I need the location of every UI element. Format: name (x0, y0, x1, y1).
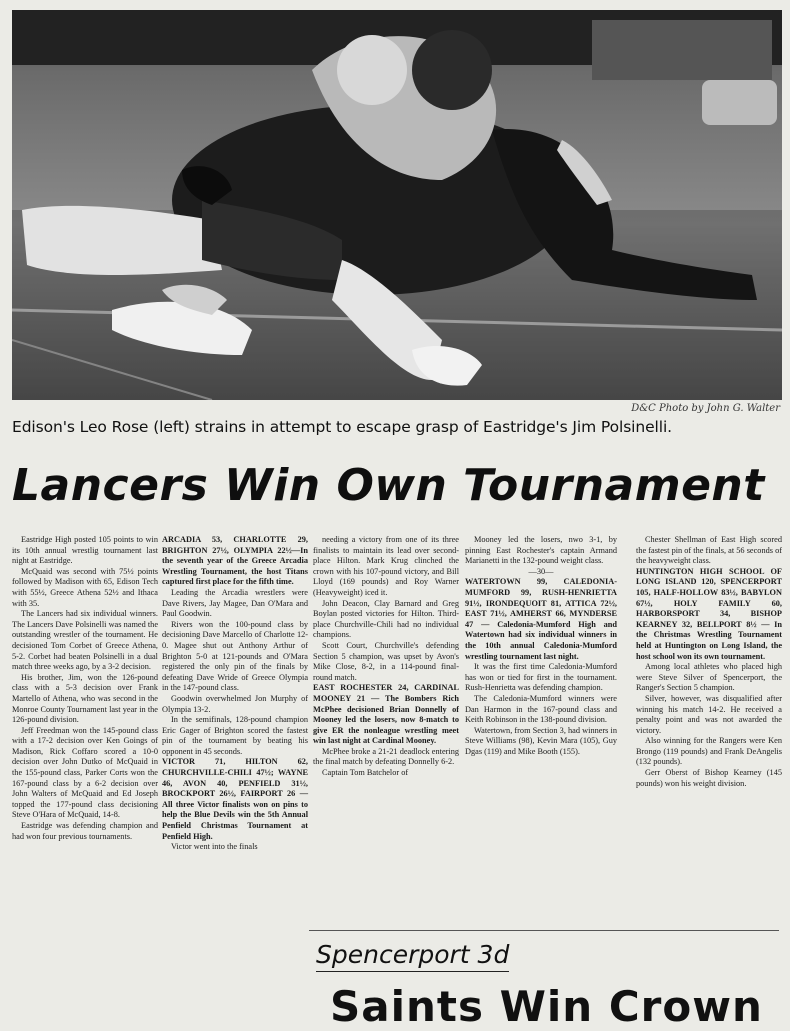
paragraph: HUNTINGTON HIGH SCHOOL OF LONG ISLAND 120, SPENCERPORT 105, HALF-HOLLOW 83½, BABYLON 67½, HOLY FAMILY 60, HARBORSPORT 34, BISHOP KEARNEY 32, BELLPORT 8½ — In the Christmas Wrestling Tournament held at Huntington on Long Island, the host school won its own tournament. (636, 566, 782, 661)
paragraph: Eastridge was defending champion and had won four previous tournaments. (12, 821, 158, 841)
paragraph: Mooney led the losers, nwo 3-1, by pinning East Rochester's captain Armand Marianetti in the 132-pound weight class. (465, 535, 617, 566)
paragraph: Eastridge High posted 105 points to win its 10th annual wrestlig tournament last night at Eastridge. (12, 535, 158, 566)
paragraph: McPhee broke a 21-21 deadlock entering the final match by defeating Donnelly 6-2. (313, 746, 459, 767)
photo-credit: D&C Photo by John G. Walter (631, 403, 780, 414)
section-divider (309, 930, 779, 931)
paragraph: Rivers won the 100-pound class by decisioning Dave Marcello of Charlotte 12-0. Magee shut out Anthony Arthur of Brighton 5-0 at 121-pounds and O'Mara registered the only pin of the finals by defeating Dave Wride of Greece Olympia in the 147-pound class. (162, 619, 308, 693)
wrestling-photo (12, 10, 782, 400)
paragraph: Also winning for the Rangers were Ken Brongo (119 pounds) and Frank DeAngelis (132 pounds). (636, 736, 782, 767)
paragraph: John Deacon, Clay Barnard and Greg Boylan posted victories for Hilton. Third-place Churchville-Chili had no individual champions. (313, 598, 459, 640)
paragraph: The Lancers had six individual winners. The Lancers Dave Polsinelli was named the outstanding wrestler of the tournament. He decisioned Tom Corbet of Greece Athena, 5-2. Corbet had beaten Polsinelli in a dual match three weeks ago, by a 3-2 decision. (12, 609, 158, 672)
second-headline: Saints Win Crown (330, 982, 763, 1031)
paragraph: Goodwin overwhelmed Jon Murphy of Olympia 13-2. (162, 693, 308, 714)
paragraph: Among local athletes who placed high were Steve Silver of Spencerport, the Ranger's Section 5 champion. (636, 662, 782, 693)
paragraph: needing a victory from one of its three finalists to maintain its lead over second-place Hilton. Mark Krug clinched the crown with his 107-pound victory, and Bill Lloyd (169 pounds) and Roy Warner (Heavyweight) iced it. (313, 535, 459, 597)
paragraph: It was the first time Caledonia-Mumford has won or tied for first in the tournament. Rush-Henrietta was defending champion. (465, 662, 617, 693)
paragraph: Jeff Freedman won the 145-pound class with a 17-2 decision over Ken Goings of Madison, Rick Coffaro scored a 10-0 decision over John Dutko of McQuaid in the 155-pound class, Parker Corts won the 167-pound class by a 6-2 decision over John Walters of McQuaid and Ed Joseph topped the 177-pound class decisioning Steve O'Hara of McQuaid, 14-8. (12, 725, 158, 820)
paragraph: Scott Court, Churchville's defending Section 5 champion, was upset by Avon's Mike Close, 8-2, in a 114-pound final-round match. (313, 640, 459, 682)
article-column-5 (636, 535, 782, 789)
article-column-3 (313, 535, 459, 930)
article-column-2 (162, 535, 308, 853)
paragraph: Victor went into the finals (171, 842, 258, 852)
paragraph: EAST ROCHESTER 24, CARDINAL MOONEY 21 — The Bombers Rich McPhee decisioned Brian Donnelly of Mooney led the losers, now 8-match to give ER the nonleague wrestling meet win last night at Cardinal Mooney. (313, 683, 459, 746)
paragraph: His brother, Jim, won the 126-pound class with a 5-3 decision over Frank Martello of Athena, who was second in the Monroe County Tournament last year in the 126-pound division. (12, 672, 158, 725)
paragraph: Silver, however, was disqualified after winning his match 14-2. He received a penalty point and was not awarded the victory. (636, 693, 782, 735)
paragraph: Chester Shellman of East High scored the fastest pin of the finals, at 56 seconds of the heavyweight class. (636, 535, 782, 566)
subhead: Spencerport 3d (316, 940, 509, 972)
paragraph: ARCADIA 53, CHARLOTTE 29, BRIGHTON 27½, OLYMPIA 22½—In the seventh year of the Greece Arcadia Wrestling Tournament, the host Titans captured first place for the fifth time. (162, 535, 308, 587)
paragraph: WATERTOWN 99, CALEDONIA-MUMFORD 99, RUSH-HENRIETTA 91½, IRONDEQUOIT 81, ATTICA 72½, EAST 71½, AMHERST 66, MYNDERSE 47 — Caledonia-Mumford High and Watertown had six individual winners in the 10th annual Caledonia-Mumford wrestling tournament last night. (465, 577, 617, 661)
article-column-1 (12, 535, 158, 842)
paragraph: McQuaid was second with 75½ points followed by Madison with 65, Edison Tech with 55½, Greece Athena 52½ and Ithaca with 35. (12, 566, 158, 608)
paragraph: Gerr Oberst of Bishop Kearney (145 pounds) won his weight division. (636, 768, 782, 788)
headline: Lancers Win Own Tournament (12, 460, 765, 511)
paragraph: The Caledonia-Mumford winners were Dan Harmon in the 167-pound class and Keith Robinson in the 138-pound division. (465, 693, 617, 725)
paragraph: In the semifinals, 128-pound champion Eric Gager of Brighton scored the fastest pin of the tournament by beating his opponent in 45 seconds. (162, 715, 308, 756)
paragraph: Captain Tom Batchelor of (322, 768, 409, 778)
paragraph: —30— (528, 566, 554, 576)
paragraph: Watertown, from Section 3, had winners in Steve Williams (98), Kevin Mara (105), Guy Dgas (119) and Mike Booth (155). (465, 725, 617, 756)
paragraph: VICTOR 71, HILTON 62, CHURCHVILLE-CHILI 47½; WAYNE 46, AVON 40, PENFIELD 31½, BROCKPORT 26½, FAIRPORT 26 — All three Victor finalists won on pins to help the Blue Devils win the 5th Annual Penfield Christmas Tournament at Penfield High. (162, 757, 308, 841)
article-column-4 (465, 535, 617, 757)
photo-caption: Edison's Leo Rose (left) strains in attempt to escape grasp of Eastridge's Jim Polsinelli. (12, 418, 672, 436)
paragraph: Leading the Arcadia wrestlers were Dave Rivers, Jay Magee, Dan O'Mara and Paul Goodwin. (162, 587, 308, 619)
